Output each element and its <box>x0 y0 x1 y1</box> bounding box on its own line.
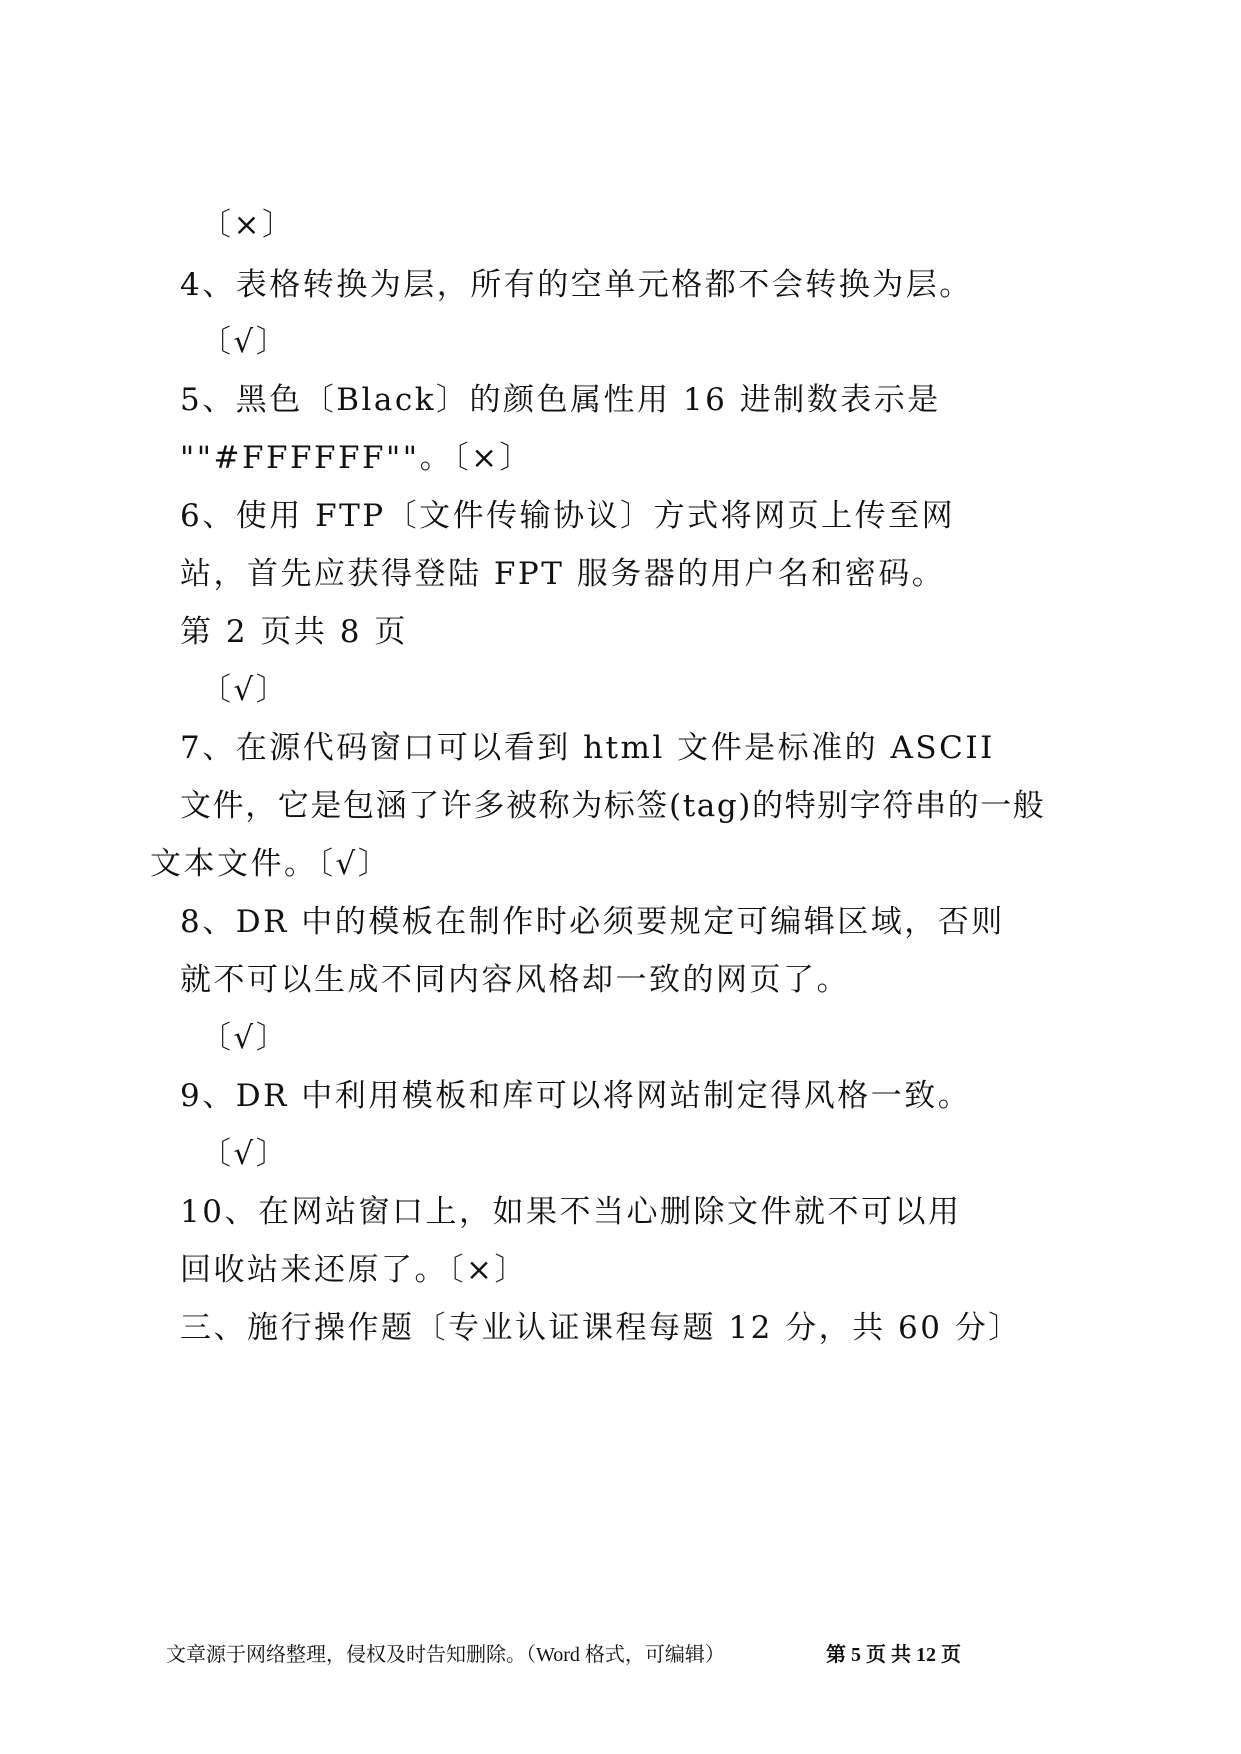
question-8: 8、DR 中的模板在制作时必须要规定可编辑区域，否则 <box>180 904 1005 940</box>
question-7: 7、在源代码窗口可以看到 html 文件是标准的 ASCII <box>180 730 995 766</box>
question-10: 10、在网站窗口上，如果不当心删除文件就不可以用 <box>180 1194 962 1230</box>
section-heading: 三、施行操作题〔专业认证课程每题 12 分，共 60 分〕 <box>180 1310 1022 1346</box>
answer-mark: 〔×〕 <box>200 207 296 243</box>
footer-note: 文章源于网络整理，侵权及时告知删除。（Word 格式，可编辑） <box>166 1644 725 1666</box>
question-7-continued: 文件，它是包涵了许多被称为标签(tag)的特别字符串的一般 <box>180 788 1046 824</box>
question-8-continued: 就不可以生成不同内容风格却一致的网页了。 <box>180 962 850 998</box>
question-6: 6、使用 FTP〔文件传输协议〕方式将网页上传至网 <box>180 498 956 534</box>
inline-page-number: 第 2 页共 8 页 <box>180 614 408 650</box>
question-4: 4、表格转换为层，所有的空单元格都不会转换为层。 <box>180 267 973 303</box>
question-5: 5、黑色〔Black〕的颜色属性用 16 进制数表示是 <box>180 382 941 418</box>
footer-page-number: 第 5 页 共 12 页 <box>826 1644 961 1666</box>
question-7-continued: 文本文件。〔√〕 <box>150 846 392 882</box>
question-6-continued: 站，首先应获得登陆 FPT 服务器的用户名和密码。 <box>180 556 946 592</box>
answer-mark: 〔√〕 <box>200 672 290 708</box>
question-10-continued: 回收站来还原了。〔×〕 <box>180 1252 528 1288</box>
answer-mark: 〔√〕 <box>200 1020 290 1056</box>
answer-mark: 〔√〕 <box>200 1136 290 1172</box>
question-9: 9、DR 中利用模板和库可以将网站制定得风格一致。 <box>180 1078 972 1114</box>
answer-mark: 〔√〕 <box>200 324 290 360</box>
question-5-continued: ""#FFFFFF""。〔×〕 <box>180 440 534 476</box>
